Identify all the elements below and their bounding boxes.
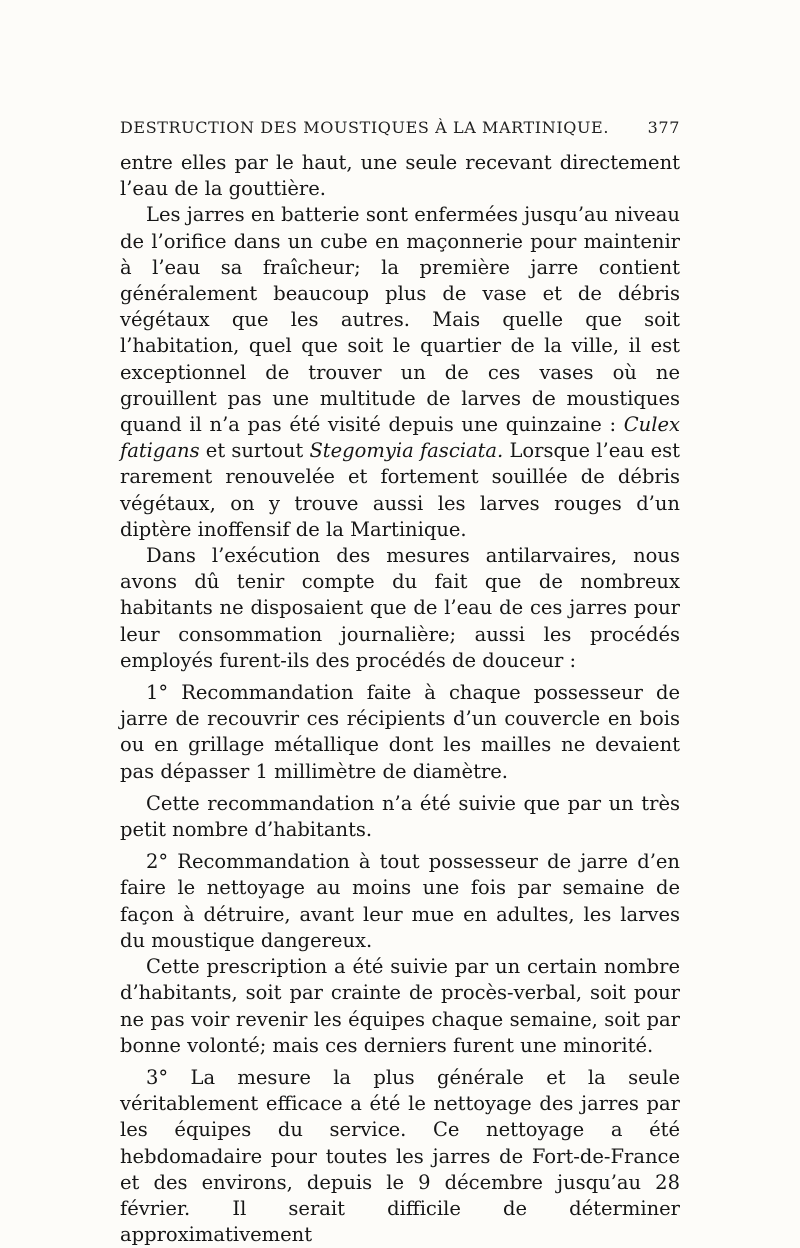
paragraph-text: Cette prescription a été suivie par un certain nombre d’habitants, soit par crainte de procès-verbal, soit pour ne pas voir revenir les équipes chaque semaine, soit par bonne volonté; mais ces derniers furent une minorité. xyxy=(120,955,680,1057)
paragraph-text: entre elles par le haut, une seule recevant directement l’eau de la gouttière. xyxy=(120,151,680,201)
paragraph-text: 1° Recommandation faite à chaque possesseur de jarre de recouvrir ces récipients d’un couvercle en bois ou en grillage métallique dont les mailles ne devaient pas dépasser 1 millimètre de diamètre. xyxy=(120,681,680,783)
paragraph-text: Lorsque l’eau est rarement renouvelée et fortement souillée de débris végétaux, on y trouve aussi les larves rouges d’un diptère inoffensif de la Martinique. xyxy=(120,439,681,541)
paragraph-5 xyxy=(120,791,680,843)
body-text xyxy=(120,150,680,1248)
page-number: 377 xyxy=(647,118,680,137)
paragraph-3 xyxy=(120,543,680,674)
species-name-culex: Culex fatigans xyxy=(120,413,680,463)
paragraph-8 xyxy=(120,1065,680,1248)
running-header xyxy=(120,118,680,137)
paragraph-2 xyxy=(120,202,680,543)
species-name-stegomyia: Stegomyia fasciata. xyxy=(309,439,504,463)
paragraph-text: et surtout xyxy=(199,439,310,463)
paragraph-text: Dans l’exécution des mesures antilarvaires, nous avons dû tenir compte du fait que de nombreux habitants ne disposaient que de l’eau de ces jarres pour leur consommation journalière; aussi les procédés employés furent-ils des procédés de douceur : xyxy=(120,544,680,672)
paragraph-text: Les jarres en batterie sont enfermées jusqu’au niveau de l’orifice dans un cube en maçonnerie pour maintenir à l’eau sa fraîcheur; la première jarre contient généralement beaucoup plus de vase et de débris végétaux que les autres. Mais quelle que soit l’habitation, quel que soit le quartier de la ville, il est exceptionnel de trouver un de ces vases où ne grouillent pas une multitude de larves de moustiques quand il n’a pas été visité depuis une quinzaine : xyxy=(120,203,680,437)
running-title: DESTRUCTION DES MOUSTIQUES À LA MARTINIQUE. xyxy=(120,118,610,137)
paragraph-text: 2° Recommandation à tout possesseur de jarre d’en faire le nettoyage au moins une fois par semaine de façon à détruire, avant leur mue en adultes, les larves du moustique dangereux. xyxy=(120,850,680,952)
paragraph-1 xyxy=(120,150,680,202)
paragraph-4 xyxy=(120,680,680,785)
paragraph-7 xyxy=(120,954,680,1059)
paragraph-text: Cette recommandation n’a été suivie que par un très petit nombre d’habitants. xyxy=(120,791,680,842)
paragraph-6 xyxy=(120,849,680,954)
paragraph-text: 3° La mesure la plus générale et la seule véritablement efficace a été le nettoyage des jarres par les équipes du service. Ce nettoyage a été hebdomadaire pour toutes les jarres de Fort-de-France et des environs, depuis le 9 décembre jusqu’au 28 février. Il serait difficile de déterminer approximativement xyxy=(120,1065,680,1247)
